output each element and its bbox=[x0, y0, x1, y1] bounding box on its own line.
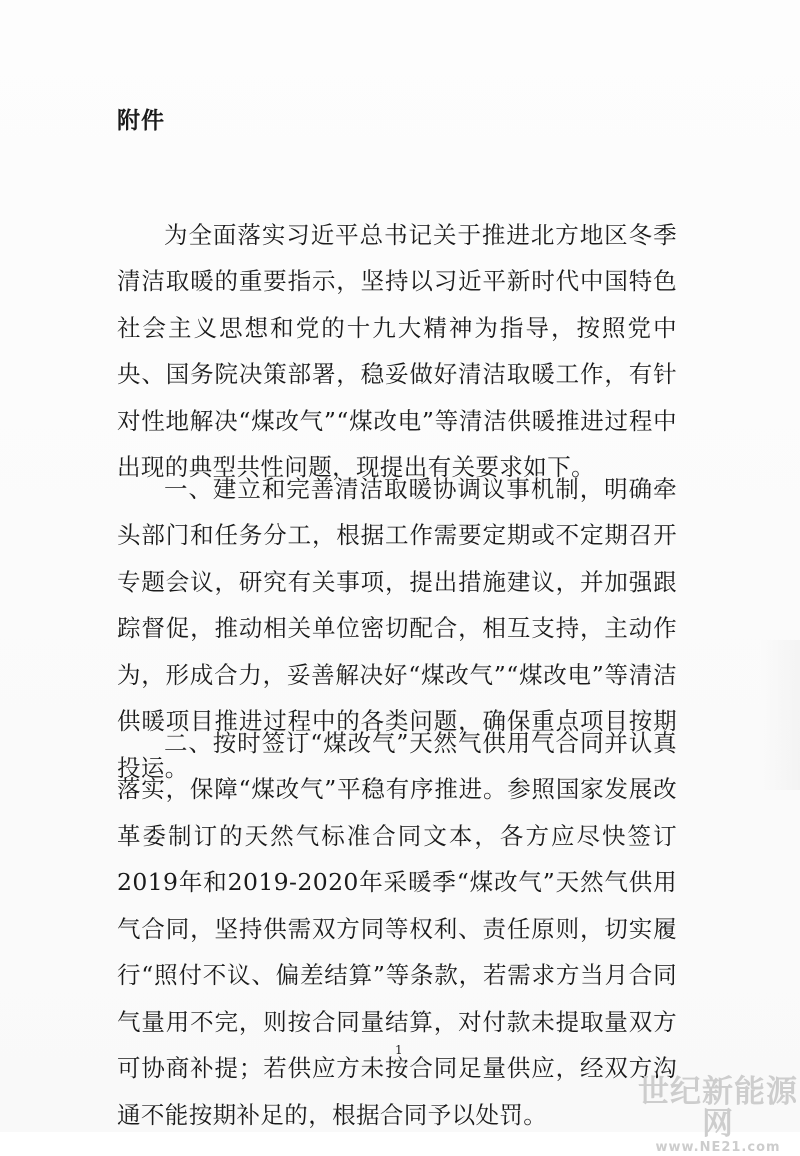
page-number: 1 bbox=[395, 1043, 403, 1057]
watermark-name: 世纪新能源网 bbox=[638, 1074, 798, 1142]
paragraph-item-one: 一、建立和完善清洁取暖协调议事机制，明确牵头部门和任务分工，根据工作需要定期或不定期召开专题会议，研究有关事项，提出措施建议，并加强跟踪督促，推动相关单位密切配合，相互支持，主动作为，形成合力，妥善解决好“煤改气”“煤改电”等清洁供暖项目推进过程中的各类问题，确保重点项目按期投运。 bbox=[117, 474, 677, 782]
paragraph-item-two: 二、按时签订“煤改气”天然气供用气合同并认真落实，保障“煤改气”平稳有序推进。参照国家发展改革委制订的天然气标准合同文本，各方应尽快签订2019年和2019-2020年采暖季“煤改气”天然气供用气合同，坚持供需双方同等权利、责任原则，切实履行“照付不议、偏差结算”等条款，若需求方当月合同气量用不完，则按合同量结算，对付款未提取量双方可协商补提；若供应方未按合同足量供应，经双方沟通不能按期补足的，根据合同予以处罚。 bbox=[117, 728, 677, 1129]
scan-shadow bbox=[760, 640, 800, 790]
site-watermark bbox=[636, 1076, 800, 1156]
paragraph-intro: 为全面落实习近平总书记关于推进北方地区冬季清洁取暖的重要指示，坚持以习近平新时代中国特色社会主义思想和党的十九大精神为指导，按照党中央、国务院决策部署，稳妥做好清洁取暖工作，有针对性地解决“煤改气”“煤改电”等清洁供暖推进过程中出现的典型共性问题，现提出有关要求如下。 bbox=[117, 220, 677, 481]
attachment-heading: 附件 bbox=[117, 108, 165, 134]
watermark-url: www.NE21.com bbox=[655, 1140, 781, 1155]
